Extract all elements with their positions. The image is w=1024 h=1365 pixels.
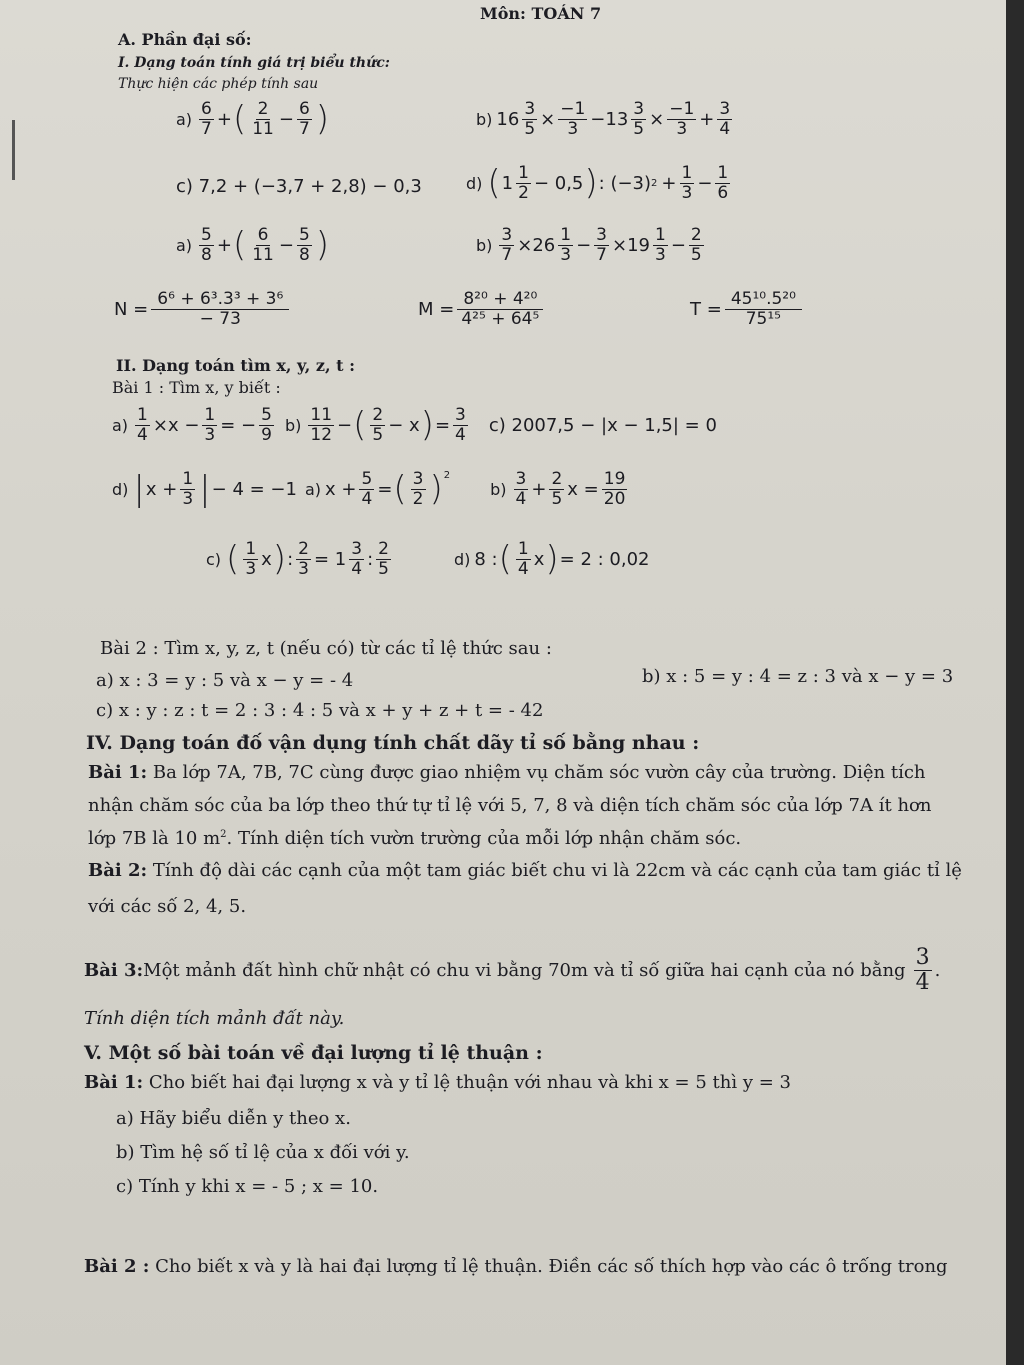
find-row3: c) ( $\frac{1}{3}$ x ) : $\frac{2}{3}$ = 1 $\frac{3}{4}$ : $\frac{2}{5}$ d) 8 : ( $\frac{1}{4}$ x ) = 2 : 0,02 (206, 539, 650, 580)
section-title-4: IV. Dạng toán đố vận dụng tính chất dãy tỉ số bằng nhau : (86, 732, 700, 754)
table-background (1006, 0, 1024, 1365)
section-intro: Thực hiện các phép tính sau (118, 76, 319, 92)
margin-mark (12, 120, 15, 180)
v-bai1-c: c) Tính y khi x = - 5 ; x = 10. (116, 1176, 379, 1197)
bai1-title: Bài 1 : Tìm x, y biết : (112, 378, 281, 397)
expr-row3-b: b) $\frac{3}{7}$ ×26 $\frac{1}{3}$ − $\frac{3}{7}$ ×19 $\frac{1}{3}$ − $\frac{2}{5}$ (476, 225, 702, 265)
iv-bai1-line3: lớp 7B là 10 $m^2$. Tính diện tích vườn trường của mỗi lớp nhận chăm sóc. (88, 828, 742, 849)
bai2-b: b) x : 5 = y : 4 = z : 3 và x − y = 3 (642, 666, 954, 687)
section-title-2: II. Dạng toán tìm x, y, z, t : (116, 356, 356, 375)
bai2-c: c) x : y : z : t = 2 : 3 : 4 : 5 và x + y + z + t = - 42 (96, 700, 544, 721)
expr-row2-d: d) ( 1 $\frac{1}{2}$ − 0,5 ) : (−3) 2 + $\frac{1}{3}$ − $\frac{1}{6}$ (466, 163, 729, 204)
section-title-a: A. Phần đại số: (118, 30, 252, 49)
expr-row1-b: b) 16 $\frac{3}{5}$ × $\frac{-1}{3}$ − 13 $\frac{3}{5}$ × $\frac{-1}{3}$ + $\frac{3}{4}$ (476, 99, 731, 139)
expr-row1-a: a) $\frac{6}{7}$ + ( $\frac{2}{11}$ − $\frac{6}{7}$ ) (176, 99, 330, 140)
v-bai1-b: b) Tìm hệ số tỉ lệ của x đối với y. (116, 1142, 410, 1163)
expr-row3-a: a) $\frac{5}{8}$ + ( $\frac{6}{11}$ − $\frac{5}{8}$ ) (176, 225, 330, 266)
expr-N: N = $\frac{\text{6⁶ + 6³.3³ + 3⁶}}{- 73}$ (114, 290, 292, 328)
section-title-5: V. Một số bài toán về đại lượng tỉ lệ thuận : (84, 1042, 543, 1064)
find-row2: d) | x + $\frac{1}{3}$ | − 4 = −1 a) x + $\frac{5}{4}$ = ( $\frac{3}{2}$ ) $^2$ b) $\frac{3}{4}$ + $\frac{2}{5}$ x = $\frac{19}{20}$ (112, 469, 626, 510)
find-row1: a) $\frac{1}{4}$ ×x − $\frac{1}{3}$ = − $\frac{5}{9}$ b) $\frac{11}{12}$ − ( $\frac{2}{5}$ − x ) = $\frac{3}{4}$ c) 2007,5 − |x − 1,5| = 0 (112, 405, 717, 446)
iv-bai3-line2: Tính diện tích mảnh đất này. (84, 1008, 345, 1029)
bai2-title: Bài 2 : Tìm x, y, z, t (nếu có) từ các tỉ lệ thức sau : (100, 638, 552, 659)
subject-header: Môn: TOÁN 7 (480, 4, 602, 23)
expr-row2-c: c) 7,2 + (−3,7 + 2,8) − 0,3 (176, 176, 422, 197)
expr-M: M = $\frac{\text{8²⁰ + 4²⁰}}{\text{4²⁵ + 64⁵}}$ (418, 290, 546, 328)
iv-bai2-line1: Bài 2: Tính độ dài các cạnh của một tam giác biết chu vi là 22cm và các cạnh của tam giác tỉ lệ (88, 860, 962, 881)
v-bai1-a: a) Hãy biểu diễn y theo x. (116, 1108, 351, 1129)
bai2-a: a) x : 3 = y : 5 và x − y = - 4 (96, 670, 354, 691)
v-bai1-line: Bài 1: Cho biết hai đại lượng x và y tỉ lệ thuận với nhau và khi x = 5 thì y = 3 (84, 1072, 791, 1093)
expr-T: T = $\frac{\text{45¹⁰.5²⁰}}{\text{75¹⁵}}$ (690, 290, 805, 328)
iv-bai3-line1: Bài 3: Một mảnh đất hình chữ nhật có chu vi bằng 70m và tỉ số giữa hai cạnh của nó bằng $\frac{3}{4}$ . (84, 945, 941, 996)
v-bai2-line: Bài 2 : Cho biết x và y là hai đại lượng tỉ lệ thuận. Điền các số thích hợp vào các ô trống trong (84, 1256, 948, 1277)
section-title-1: I. Dạng toán tính giá trị biểu thức: (118, 55, 390, 71)
iv-bai2-line2: với các số 2, 4, 5. (88, 896, 247, 917)
iv-bai1-line2: nhận chăm sóc của ba lớp theo thứ tự tỉ lệ với 5, 7, 8 và diện tích chăm sóc của lớp 7A ít hơn (88, 795, 932, 816)
iv-bai1-line1: Bài 1: Ba lớp 7A, 7B, 7C cùng được giao nhiệm vụ chăm sóc vườn cây của trường. Diện tích (88, 762, 926, 783)
